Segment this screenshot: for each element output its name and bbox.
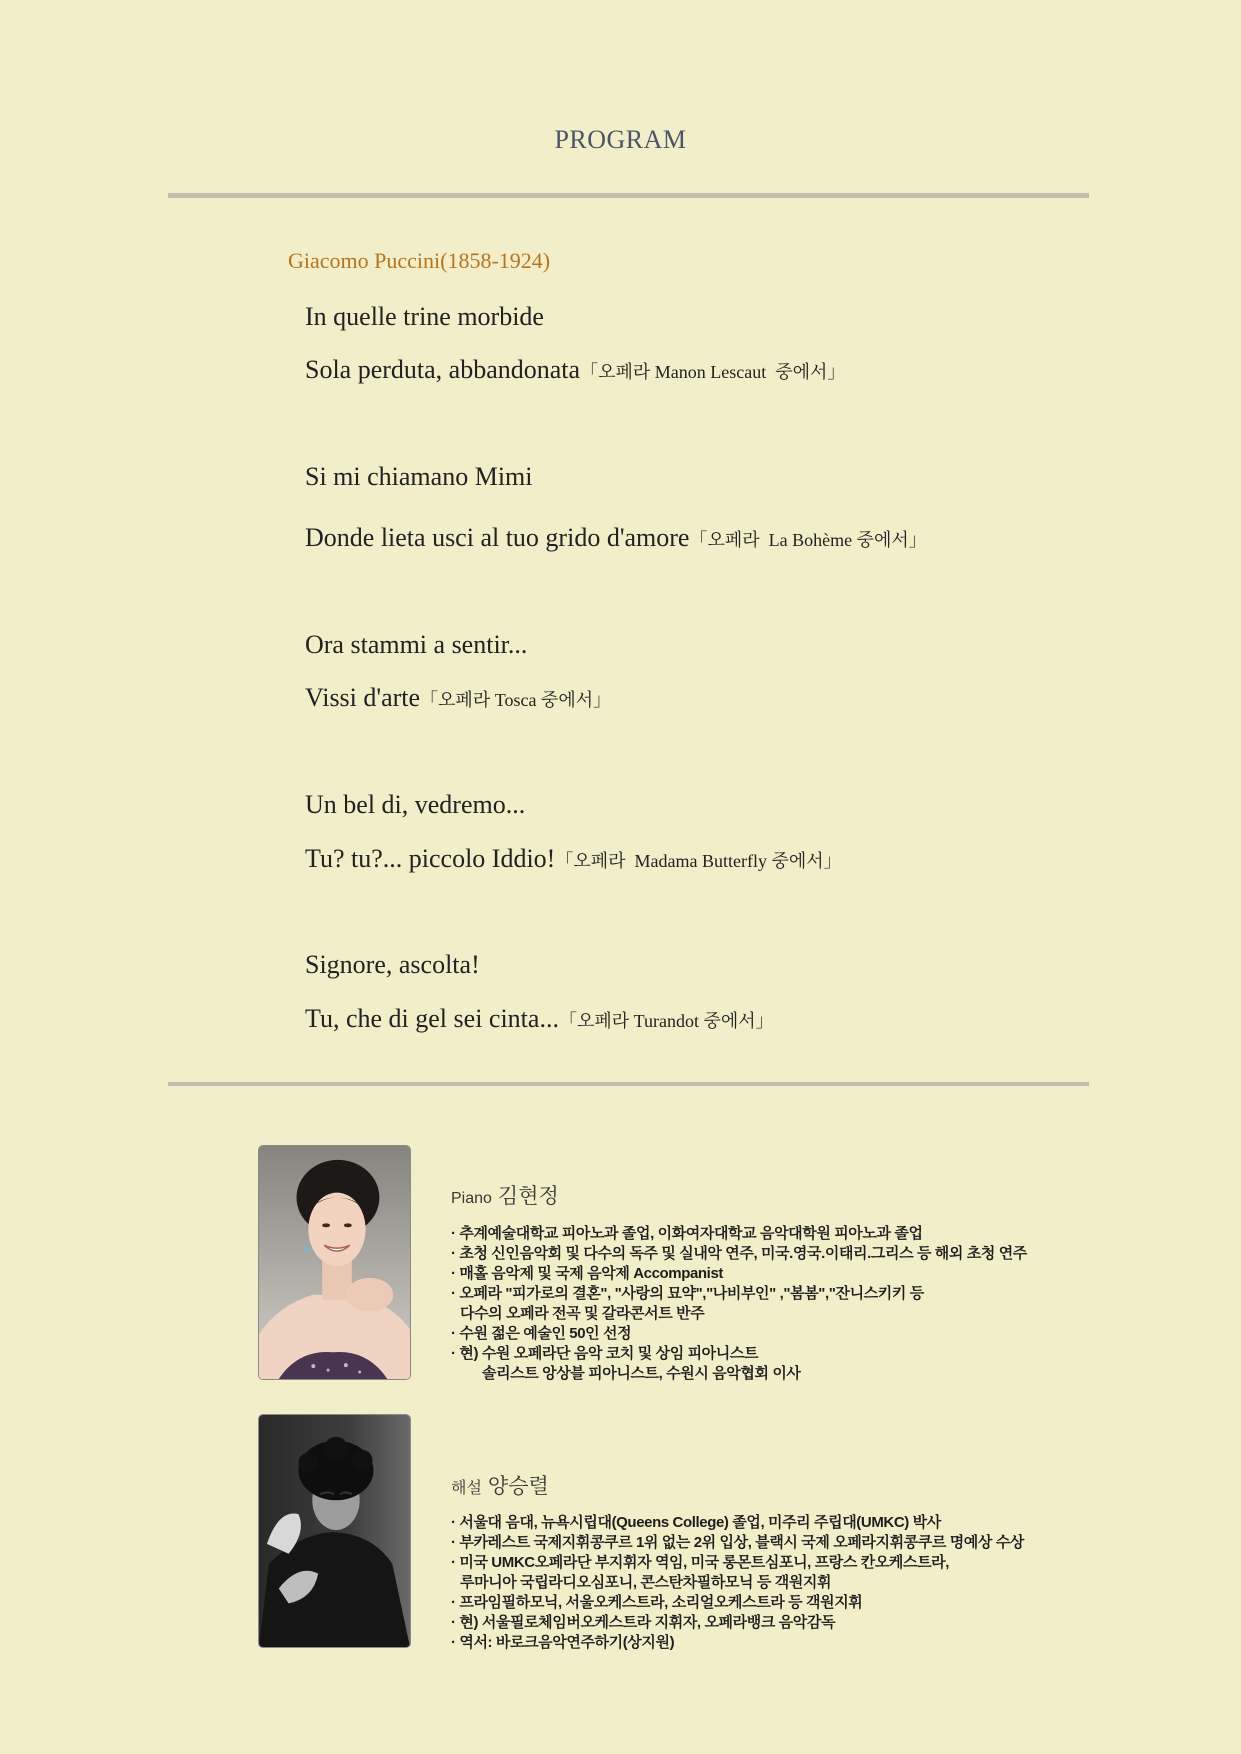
portrait-hand (346, 1278, 393, 1312)
performer-role: Piano (451, 1190, 492, 1207)
piece-title: Tu, che di gel sei cinta... (305, 1004, 559, 1033)
piece-line (305, 523, 927, 555)
pianist-portrait-image (259, 1146, 410, 1379)
performer-name: 김현정 (497, 1185, 559, 1208)
piece-line (305, 1004, 774, 1036)
piece-title: Ora stammi a sentir... (305, 630, 528, 659)
bio-line: · 초청 신인음악회 및 다수의 독주 및 실내악 연주, 미국.영국.이태리.그리스 등 해외 초청 연주 (451, 1245, 1027, 1262)
piece-title: Signore, ascolta! (305, 950, 480, 979)
piece-title: Sola perduta, abbandonata (305, 355, 581, 384)
piece-title: Si mi chiamano Mimi (305, 462, 533, 491)
portrait-face (308, 1193, 365, 1266)
piece-title: Vissi d'arte (305, 683, 421, 712)
bio-line: · 미국 UMKC오페라단 부지휘자 역임, 미국 롱몬트심포니, 프랑스 칸오케스트라, (451, 1554, 950, 1571)
opera-note: 「오페라 La Bohème 중에서」 (689, 530, 927, 550)
piece-line (305, 683, 611, 715)
piece-line (305, 950, 480, 980)
piece-line (305, 462, 533, 492)
opera-note: 「오페라 Madama Butterfly 중에서」 (555, 851, 842, 871)
bottom-divider (168, 1082, 1089, 1086)
bio-line: · 부카레스트 국제지휘콩쿠르 1위 없는 2위 입상, 블랙시 국제 오페라지휘콩쿠르 명예상 수상 (451, 1534, 1024, 1551)
bio-line: · 현) 서울필로체임버오케스트라 지휘자, 오페라뱅크 음악감독 (451, 1614, 836, 1631)
performer-heading (451, 1470, 549, 1500)
performer-bio (451, 1224, 1231, 1384)
bio-line: · 오페라 "피가로의 결혼", "사랑의 묘약","나비부인" ,"봄봄","잔니스키키 등 (451, 1285, 924, 1302)
bio-line: · 추계예술대학교 피아노과 졸업, 이화여자대학교 음악대학원 피아노과 졸업 (451, 1225, 923, 1242)
bio-line: · 프라임필하모닉, 서울오케스트라, 소리얼오케스트라 등 객원지휘 (451, 1594, 863, 1611)
narrator-portrait-photo (258, 1414, 411, 1648)
performer-heading (451, 1180, 559, 1210)
bio-line: 다수의 오페라 전곡 및 갈라콘서트 반주 (460, 1305, 705, 1322)
opera-note: 「오페라 Turandot 중에서」 (558, 1011, 774, 1031)
bio-line: 솔리스트 앙상블 피아니스트, 수원시 음악협회 이사 (482, 1365, 801, 1382)
performer-role: 해설 (451, 1480, 482, 1497)
pianist-portrait-photo (258, 1145, 411, 1380)
piece-line (305, 355, 845, 387)
piece-title: In quelle trine morbide (305, 302, 544, 331)
bio-line: · 매홀 음악제 및 국제 음악제 Accompanist (451, 1265, 723, 1282)
top-divider (168, 193, 1089, 198)
composer-heading: Giacomo Puccini(1858-1924) (288, 248, 551, 273)
piece-line (305, 302, 544, 332)
piece-title: Donde lieta usci al tuo grido d'amore (305, 523, 690, 552)
bio-line: · 서울대 음대, 뉴욕시립대(Queens College) 졸업, 미주리 주립대(UMKC) 박사 (451, 1514, 941, 1531)
bio-line: · 현) 수원 오페라단 음악 코치 및 상임 피아니스트 (451, 1345, 759, 1362)
bio-line: · 수원 젊은 예술인 50인 선정 (451, 1325, 632, 1342)
narrator-portrait-image (259, 1415, 410, 1647)
performer-bio (451, 1513, 1231, 1653)
piece-line (305, 790, 525, 820)
piece-line (305, 630, 527, 660)
piece-line (305, 844, 842, 876)
performer-name: 양승렬 (487, 1475, 549, 1498)
opera-note: 「오페라 Manon Lescaut 중에서」 (580, 362, 846, 382)
bio-line: · 역서: 바로크음악연주하기(상지원) (451, 1634, 675, 1651)
opera-note: 「오페라 Tosca 중에서」 (420, 690, 612, 710)
page-title: PROGRAM (554, 125, 687, 154)
bio-line: 루마니아 국립라디오심포니, 콘스탄차필하모닉 등 객원지휘 (460, 1574, 832, 1591)
piece-title: Tu? tu?... piccolo Iddio! (305, 844, 556, 873)
piece-title: Un bel di, vedremo... (305, 790, 526, 819)
